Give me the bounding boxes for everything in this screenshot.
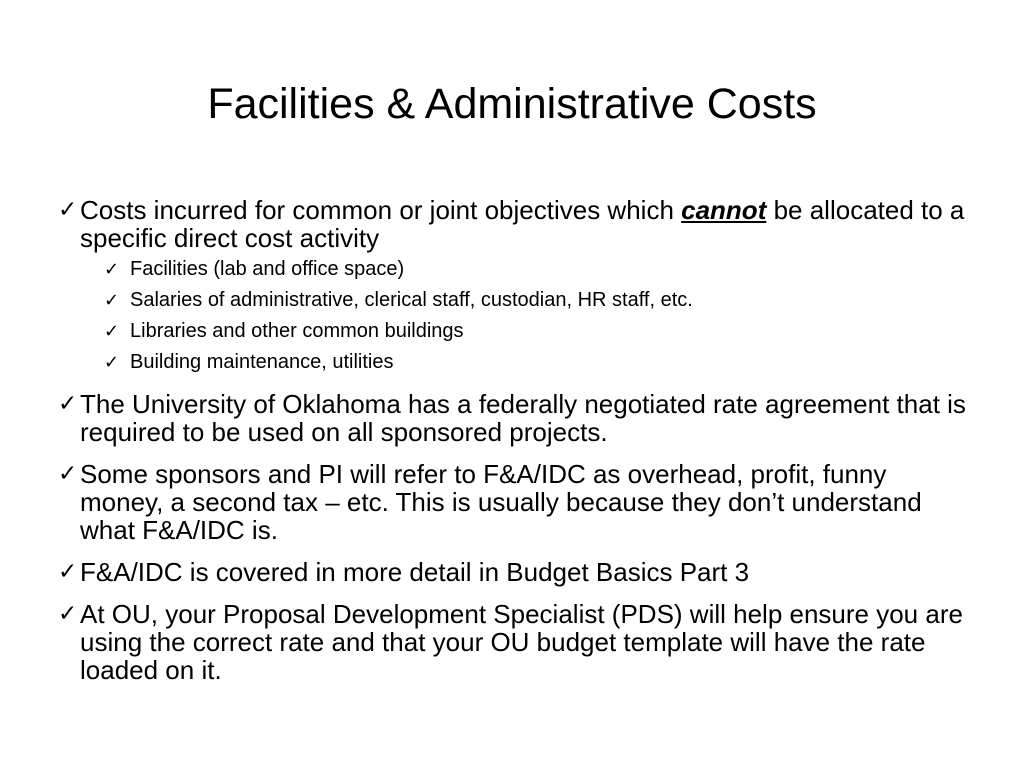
sub-bullet-text: Facilities (lab and office space) xyxy=(130,258,405,280)
bullet-text: Some sponsors and PI will refer to F&A/IDC as overhead, profit, funny money, a second tax – etc. This is usually because they don’t understand what F&A/IDC is. xyxy=(80,459,922,545)
sub-bullet-item xyxy=(104,285,968,316)
sub-bullet-text: Building maintenance, utilities xyxy=(130,351,394,373)
bullet-text: At OU, your Proposal Development Specialist (PDS) will help ensure you are using the correct rate and that your OU budget template will have the rate loaded on it. xyxy=(80,599,963,685)
checkmark-icon: ✓ xyxy=(104,259,120,280)
sub-bullet-text: Libraries and other common buildings xyxy=(130,320,464,342)
sub-bullet-text: Salaries of administrative, clerical staff, custodian, HR staff, etc. xyxy=(130,289,693,311)
sub-bullet-item xyxy=(104,316,968,347)
bullet-text: F&A/IDC is covered in more detail in Budget Basics Part 3 xyxy=(80,557,750,587)
checkmark-icon: ✓ xyxy=(104,290,120,311)
bullet-text: The University of Oklahoma has a federally negotiated rate agreement that is required to be used on all sponsored projects. xyxy=(80,389,966,447)
checkmark-icon: ✓ xyxy=(58,391,78,417)
bullet-item-overhead-terms xyxy=(58,460,968,544)
bullet-list xyxy=(58,196,968,698)
checkmark-icon: ✓ xyxy=(104,321,120,342)
checkmark-icon: ✓ xyxy=(58,461,78,487)
bullet-text: Costs incurred for common or joint objectives which xyxy=(80,195,682,225)
checkmark-icon: ✓ xyxy=(58,559,78,585)
sub-bullet-item xyxy=(104,347,968,378)
slide-title: Facilities & Administrative Costs xyxy=(207,80,817,128)
checkmark-icon: ✓ xyxy=(58,601,78,627)
bullet-item-costs-incurred xyxy=(58,196,968,252)
sub-bullet-list xyxy=(104,254,968,378)
bullet-emphasis-cannot: cannot xyxy=(681,195,767,225)
bullet-item-pds-help xyxy=(58,600,968,684)
sub-bullet-item xyxy=(104,254,968,285)
bullet-item-rate-agreement xyxy=(58,390,968,446)
bullet-text: be allocated to a specific direct cost activity xyxy=(80,195,965,253)
checkmark-icon: ✓ xyxy=(58,197,78,223)
checkmark-icon: ✓ xyxy=(104,352,120,373)
bullet-item-budget-basics xyxy=(58,558,968,586)
